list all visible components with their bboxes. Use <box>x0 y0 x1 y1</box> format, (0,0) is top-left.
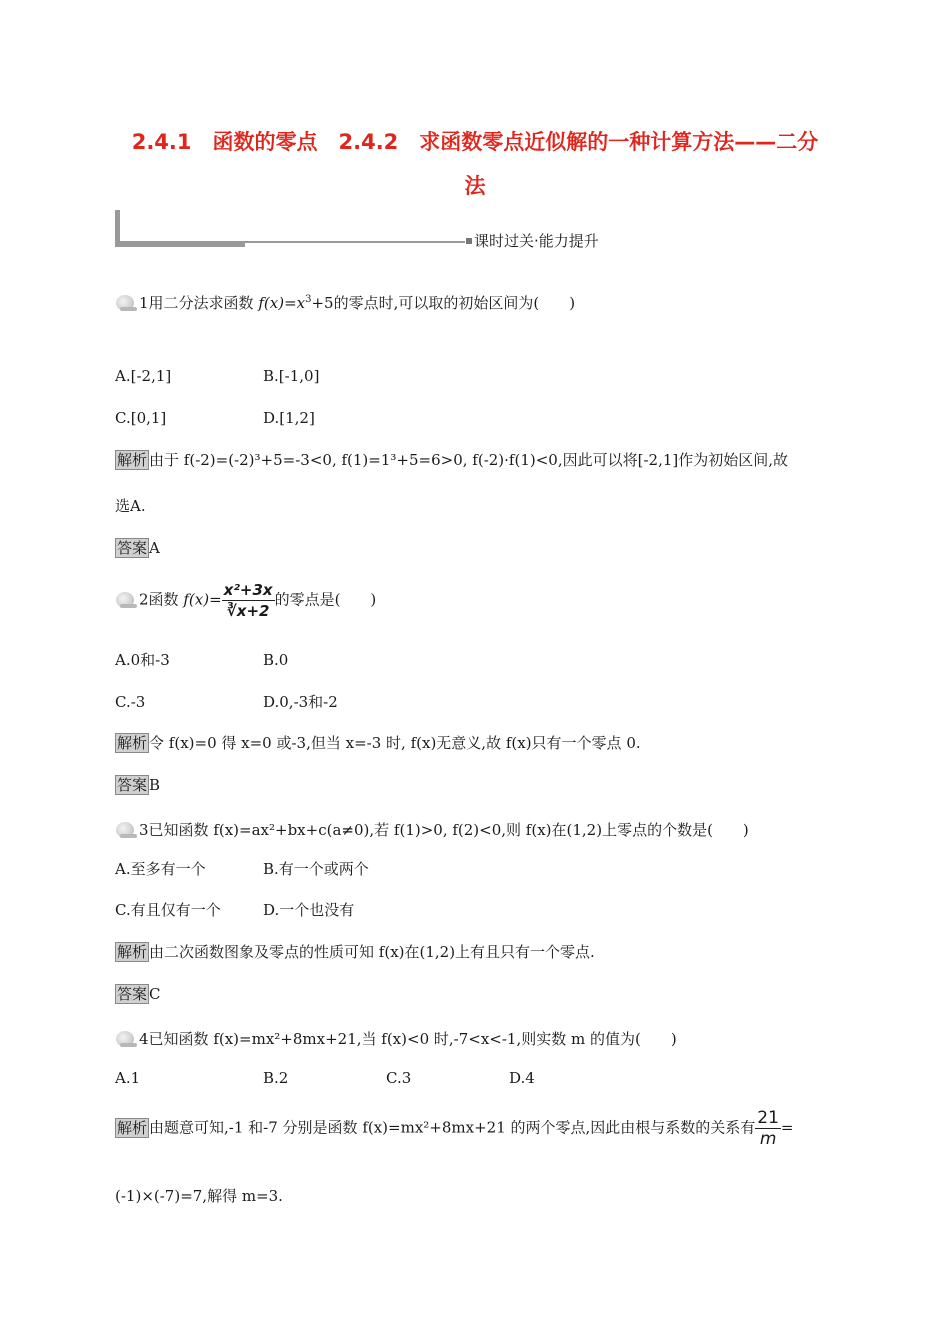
option-d: D.一个也没有 <box>263 901 355 919</box>
fraction: $\frac{\text{x²+3x}}{∛x+2}$ <box>223 581 273 620</box>
section-label: 课时过关·能力提升 <box>474 232 599 250</box>
analysis-1-cont: 选A. <box>115 497 146 515</box>
fraction: $\frac{21}{m}$ <box>757 1108 779 1149</box>
option-a: A.[-2,1] <box>115 367 172 385</box>
answer-tag: 答案 <box>117 985 148 1003</box>
section-bar-thick <box>115 241 245 247</box>
option-c: C.3 <box>386 1069 412 1087</box>
page-title-line2: 法 <box>464 174 486 198</box>
question-number: 2 <box>139 590 149 609</box>
option-b: B.0 <box>263 651 289 669</box>
section-bar-marker <box>466 238 472 244</box>
answer-value: B <box>149 776 161 794</box>
question-1: 1用二分法求函数 $f(x)=x^3+5$的零点时,可以取的初始区间为( ) <box>115 288 575 315</box>
option-c: C.-3 <box>115 693 146 711</box>
analysis-4: 解析 由题意可知,-1 和-7 分别是函数 f(x)=mx²+8mx+21 的两个零点,因此由根与系数的关系有 $\frac{21}{m}$ = <box>117 1108 794 1149</box>
question-2: 2函数 f(x)= $\frac{\text{x²+3x}}{∛x+2}$ 的零点是( ) <box>115 580 376 621</box>
option-d: D.0,-3和-2 <box>263 693 338 711</box>
answer-tag: 答案 <box>117 539 148 557</box>
answer-value: C <box>149 985 161 1003</box>
analysis-tag: 解析 <box>117 734 148 752</box>
option-c: C.[0,1] <box>115 409 167 427</box>
option-a: A.至多有一个 <box>115 860 206 878</box>
question-number: 1 <box>139 294 149 312</box>
option-b: B.有一个或两个 <box>263 860 369 878</box>
answer-value: A <box>149 539 160 557</box>
question-number: 4 <box>139 1030 149 1048</box>
question-bullet-icon <box>115 295 137 311</box>
analysis-tag: 解析 <box>117 943 148 961</box>
question-bullet-icon <box>115 592 137 608</box>
question-3: 3已知函数 f(x)=ax²+bx+c(a≠0),若 f(1)>0, f(2)<0,则 f(x)在(1,2)上零点的个数是( ) <box>115 818 749 842</box>
page-title-line1: 2.4.1 函数的零点 2.4.2 求函数零点近似解的一种计算方法——二分 <box>131 130 819 154</box>
analysis-2: 解析 令 f(x)=0 得 x=0 或-3,但当 x=-3 时, f(x)无意义,故 f(x)只有一个零点 0. <box>117 734 641 752</box>
answer-2 <box>115 773 160 797</box>
question-number: 3 <box>139 821 149 839</box>
analysis-1: 解析 由于 f(-2)=(-2)³+5=-3<0, f(1)=1³+5=6>0, f(-2)·f(1)<0,因此可以将[-2,1]作为初始区间,故 <box>117 451 788 469</box>
option-c: C.有且仅有一个 <box>115 901 221 919</box>
question-4: 4已知函数 f(x)=mx²+8mx+21,当 f(x)<0 时,-7<x<-1,则实数 m 的值为( ) <box>115 1027 677 1051</box>
answer-1 <box>115 536 160 560</box>
answer-tag: 答案 <box>117 776 148 794</box>
question-bullet-icon <box>115 1031 137 1047</box>
answer-3 <box>115 982 161 1006</box>
option-a: A.1 <box>115 1069 141 1087</box>
question-bullet-icon <box>115 822 137 838</box>
option-d: D.[1,2] <box>263 409 315 427</box>
option-b: B.[-1,0] <box>263 367 320 385</box>
analysis-tag: 解析 <box>117 451 148 469</box>
analysis-3: 解析 由二次函数图象及零点的性质可知 f(x)在(1,2)上有且只有一个零点. <box>117 943 595 961</box>
analysis-tag: 解析 <box>117 1118 148 1137</box>
option-b: B.2 <box>263 1069 289 1087</box>
option-d: D.4 <box>509 1069 535 1087</box>
section-bar-thin <box>245 241 465 243</box>
analysis-4-cont: (-1)×(-7)=7,解得 m=3. <box>115 1187 283 1205</box>
option-a: A.0和-3 <box>115 651 170 669</box>
